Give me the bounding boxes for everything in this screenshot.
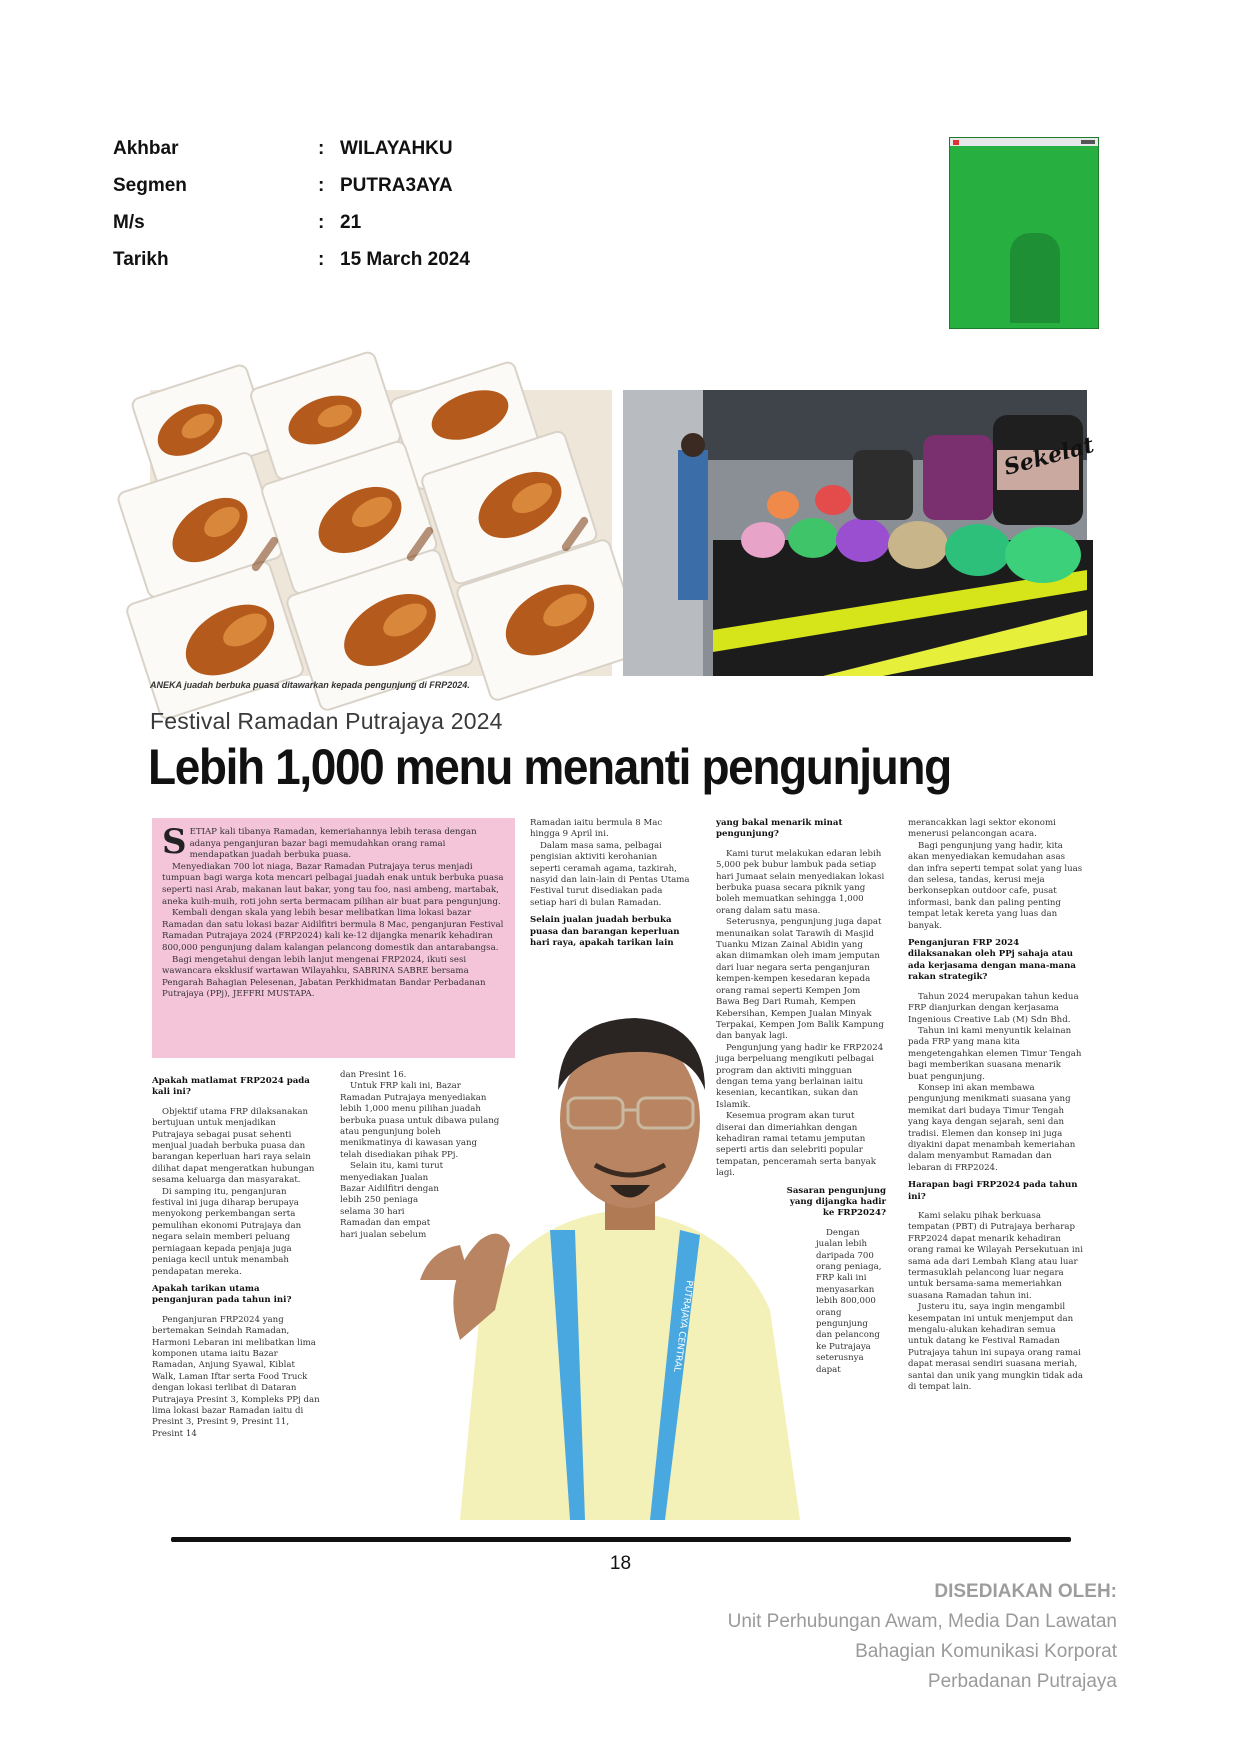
body-paragraph: Di samping itu, penganjuran festival ini juga diharap berupaya menyokong perkembangan serta pemulihan ekonomi Putrajaya dan negara selain memberi peluang perniagaan kepada penjaja juga peniaga kecil untuk menambah pendapatan mereka. [152, 1186, 302, 1277]
interviewee-illustration [400, 980, 820, 1520]
question-heading: yang bakal menarik minat pengunjung? [716, 818, 843, 840]
footer-line: Perbadanan Putrajaya [927, 1671, 1117, 1692]
meta-label: Tarikh [113, 248, 169, 270]
meta-value: WILAYAHKU [340, 137, 453, 159]
intro-paragraph: Bagi mengetahui dengan lebih lanjut mengenai FRP2024, ikuti sesi wawancara eksklusif wartawan Wilayahku, SABRINA SABRE bersama Pengarah Bahagian Pelesenan, Jabatan Perkhidmatan Bandar Perbadanan Putrajaya (PPj), JEFFRI MUSTAPA. [162, 954, 486, 1000]
article-headline: Lebih 1,000 menu menanti pengunjung [148, 739, 951, 795]
question-heading: Sasaran pengunjung yang dijangka hadir ke FRP2024? [786, 1185, 886, 1219]
meta-row-ms [113, 204, 470, 241]
body-paragraph: Justeru itu, saya ingin mengambil kesempatan ini untuk menjemput dan mengalu-alukan kehadiran semua untuk datang ke Festival Ramadan Putrajaya tahun ini supaya orang ramai dapat merasai sendiri suasana meriah, santai dan unik yang mungkin tidak ada di tempat lain. [908, 1302, 1083, 1393]
footer-line: Bahagian Komunikasi Korporat [855, 1641, 1117, 1662]
body-paragraph: merancakkan lagi sektor ekonomi menerusi pelancongan acara. [908, 818, 1056, 840]
meta-value: 21 [340, 211, 362, 233]
body-paragraph: Kesemua program akan turut diserai dan dimeriahkan dengan kehadiran ramai tetamu jemputan seperti artis dan selebriti popular tempatan, penceramah serta banyak lagi. [716, 1111, 876, 1179]
body-paragraph: dan Presint 16. [340, 1070, 407, 1080]
meta-colon: : [318, 137, 325, 159]
stall-sign-text: Sekelat [1001, 431, 1097, 481]
body-paragraph: Untuk FRP kali ini, Bazar Ramadan Putrajaya menyediakan lebih 1,000 menu pilihan juadah berbuka puasa untuk dibawa pulang atau pengunjung boleh menikmatinya di kawasan yang telah disediakan pihak PPj. [340, 1081, 500, 1160]
lanyard-text: PUTRAJAYA CENTRAL [671, 1279, 694, 1373]
article-column-1 [152, 1070, 320, 1440]
page-divider [171, 1537, 1071, 1542]
question-heading: Penganjuran FRP 2024 dilaksanakan oleh PPj sahaja atau ada kerjasama dengan mana-mana rakan strategik? [908, 938, 1076, 983]
meta-colon: : [318, 174, 325, 196]
meta-label: Akhbar [113, 137, 179, 159]
intro-paragraph: ETIAP kali tibanya Ramadan, kemeriahannya lebih terasa dengan adanya penganjuran bazar bagi memudahkan orang ramai mendapatkan juadah berbuka puasa. [189, 827, 477, 861]
footer-line: Unit Perhubungan Awam, Media Dan Lawatan [727, 1611, 1117, 1632]
body-paragraph: Objektif utama FRP dilaksanakan bertujuan untuk menjadikan Putrajaya sebagai pusat sehenti menjual juadah berbuka puasa dan barangan keperluan hari raya selain dilihat dapat mengeratkan hubungan sesama keluarga dan masyarakat. [152, 1106, 315, 1186]
intro-paragraph: Kembali dengan skala yang lebih besar melibatkan lima lokasi bazar Ramadan dan satu lokasi bazar Aidilfitri bermula 8 Mac, penganjuran Festival Ramadan Putrajaya 2024 (FRP2024) kali ke-12 dijangka menarik kehadiran 800,000 pengunjung dalam kalangan pelancong domestik dan antarabangsa. [162, 908, 504, 953]
thumbnail-header-bar [950, 138, 1098, 146]
body-paragraph: Tahun ini kami menyuntik kelainan pada FRP yang mana kita mengetengahkan elemen Timur Tengah bagi memberikan suasana menarik buat pengunjung. [908, 1025, 1082, 1082]
meta-row-tarikh [113, 241, 470, 278]
article-column-5 [908, 818, 1083, 1394]
interviewee-portrait [400, 980, 820, 1520]
body-paragraph: Penganjuran FRP2024 yang bertemakan Seindah Ramadan, Harmoni Lebaran ini melibatkan lima komponen utama iaitu Bazar Ramadan, Anjung Syawal, Kiblat Walk, Laman Iftar serta Food Truck dengan lokasi terlibat di Dataran Putrajaya Presint 3, Kompleks PPj dan lima lokasi bazar Ramadan iaitu di Presint 3, Presint 9, Presint 11, Presint 14 [152, 1314, 320, 1439]
drinks-stall-photo [623, 390, 1097, 676]
clipping-metadata [113, 130, 470, 278]
body-paragraph: Selain itu, kami turut menyediakan Jualan Bazar Aidilfitri dengan lebih 250 peniaga selama 30 hari Ramadan dan empat hari jualan sebelum [340, 1161, 444, 1240]
body-paragraph: Konsep ini akan membawa pengunjung menikmati suasana yang memikat dari budaya Timur Tengah yang kaya dengan sejarah, seni dan tradisi. Elemen dan konsep ini juga diyakini dapat menambah kemeriahan dalam menyambut Ramadan dan lebaran di FRP2024. [908, 1082, 1076, 1173]
meta-row-segmen [113, 167, 470, 204]
meta-value: 15 March 2024 [340, 248, 470, 270]
article-kicker: Festival Ramadan Putrajaya 2024 [150, 708, 503, 734]
meta-colon: : [318, 211, 325, 233]
body-paragraph: Seterusnya, pengunjung juga dapat menunaikan solat Tarawih di Masjid Tuanku Mizan Zainal Abidin yang akan diimamkan oleh imam jemputan dari luar negara serta penganjuran kempen-kempen kesedaran kepada orang ramai seperti Kempen Jom Bawa Beg Dari Rumah, Kempen Kebersihan, Kempen Jualan Minyak Terpakai, Kempen Jom Balik Kampung dan banyak lagi. [716, 917, 884, 1042]
footer-heading: DISEDIAKAN OLEH: [934, 1581, 1117, 1602]
dropcap: S [162, 822, 187, 862]
meta-row-akhbar [113, 130, 470, 167]
prepared-by-footer [728, 1577, 1117, 1697]
question-heading: Harapan bagi FRP2024 pada tahun ini? [908, 1180, 1078, 1202]
body-paragraph: Kami turut melakukan edaran lebih 5,000 pek bubur lambuk pada setiap hari Jumaat selain menyediakan lokasi berbuka puasa secara piknik yang boleh memuatkan sehingga 1,000 orang dalam satu masa. [716, 848, 885, 916]
body-paragraph: Ramadan iaitu bermula 8 Mac hingga 9 April ini. [530, 818, 663, 840]
drinks-stall-illustration [623, 390, 1097, 676]
news-clipping [148, 390, 1097, 1520]
page-number: 18 [609, 1553, 632, 1574]
body-paragraph: Kami selaku pihak berkuasa tempatan (PBT) di Putrajaya berharap FRP2024 dapat menarik kehadiran orang ramai ke Wilayah Persekutuan ini sama ada dari Lembah Klang atau luar termasuklah pelancong luar negara untuk bersama-sama memeriahkan suasana Ramadan tahun ini. [908, 1211, 1083, 1301]
question-heading: Apakah tarikan utama penganjuran pada tahun ini? [152, 1283, 292, 1306]
body-paragraph: Bagi pengunjung yang hadir, kita akan menyediakan kemudahan asas dan infra seperti tempat solat yang luas dan selesa, tandas, kerusi meja berkonsepkan outdoor cafe, pusat informasi, bank dan paling penting tempat letak kereta yang luas dan banyak. [908, 840, 1083, 931]
meta-label: M/s [113, 211, 145, 233]
article-column-3 [530, 818, 690, 957]
body-paragraph: Dengan jualan lebih daripada 700 orang peniaga, FRP kali ini menyasarkan lebih 800,000 orang pengunjung dan pelancong ke Putrajaya seterusnya dapat [816, 1227, 882, 1375]
meta-colon: : [318, 248, 325, 270]
food-photo [150, 390, 612, 676]
body-paragraph: Tahun 2024 merupakan tahun kedua FRP dianjurkan dengan kerjasama Ingenious Creative Lab (M) Sdn Bhd. [908, 991, 1079, 1025]
intro-paragraph: Menyediakan 700 lot niaga, Bazar Ramadan Putrajaya terus menjadi tumpuan bagi warga kota mencari pelbagai juadah enak untuk berbuka puasa seperti nasi Arab, makanan laut bakar, yong tau foo, nasi ambeng, martabak, aneka kuih-muih, roti john serta bermacam pilihan air buat para pengunjung. [162, 861, 504, 907]
thumbnail-figure-silhouette [1010, 233, 1060, 323]
question-heading: Selain jualan juadah berbuka puasa dan barangan keperluan hari raya, apakah tarikan lain [530, 915, 680, 949]
body-paragraph: Dalam masa sama, pelbagai pengisian aktiviti kerohanian seperti ceramah agama, tazkirah, nasyid dan lain-lain di Pentas Utama Festival turut disediakan pada setiap hari di bulan Ramadan. [530, 840, 690, 908]
question-heading: Apakah matlamat FRP2024 pada kali ini? [152, 1076, 310, 1098]
meta-value: PUTRA3AYA [340, 174, 453, 196]
fried-chicken-illustration [150, 390, 612, 676]
newspaper-thumbnail [949, 137, 1099, 329]
meta-label: Segmen [113, 174, 187, 196]
body-paragraph: Pengunjung yang hadir ke FRP2024 juga berpeluang mengikuti pelbagai program dan aktiviti mingguan dengan tema yang berlainan iaitu kesenian, kecantikan, sukan dan Islamik. [716, 1042, 884, 1110]
photo-caption: ANEKA juadah berbuka puasa ditawarkan kepada pengunjung di FRP2024. [150, 680, 470, 690]
